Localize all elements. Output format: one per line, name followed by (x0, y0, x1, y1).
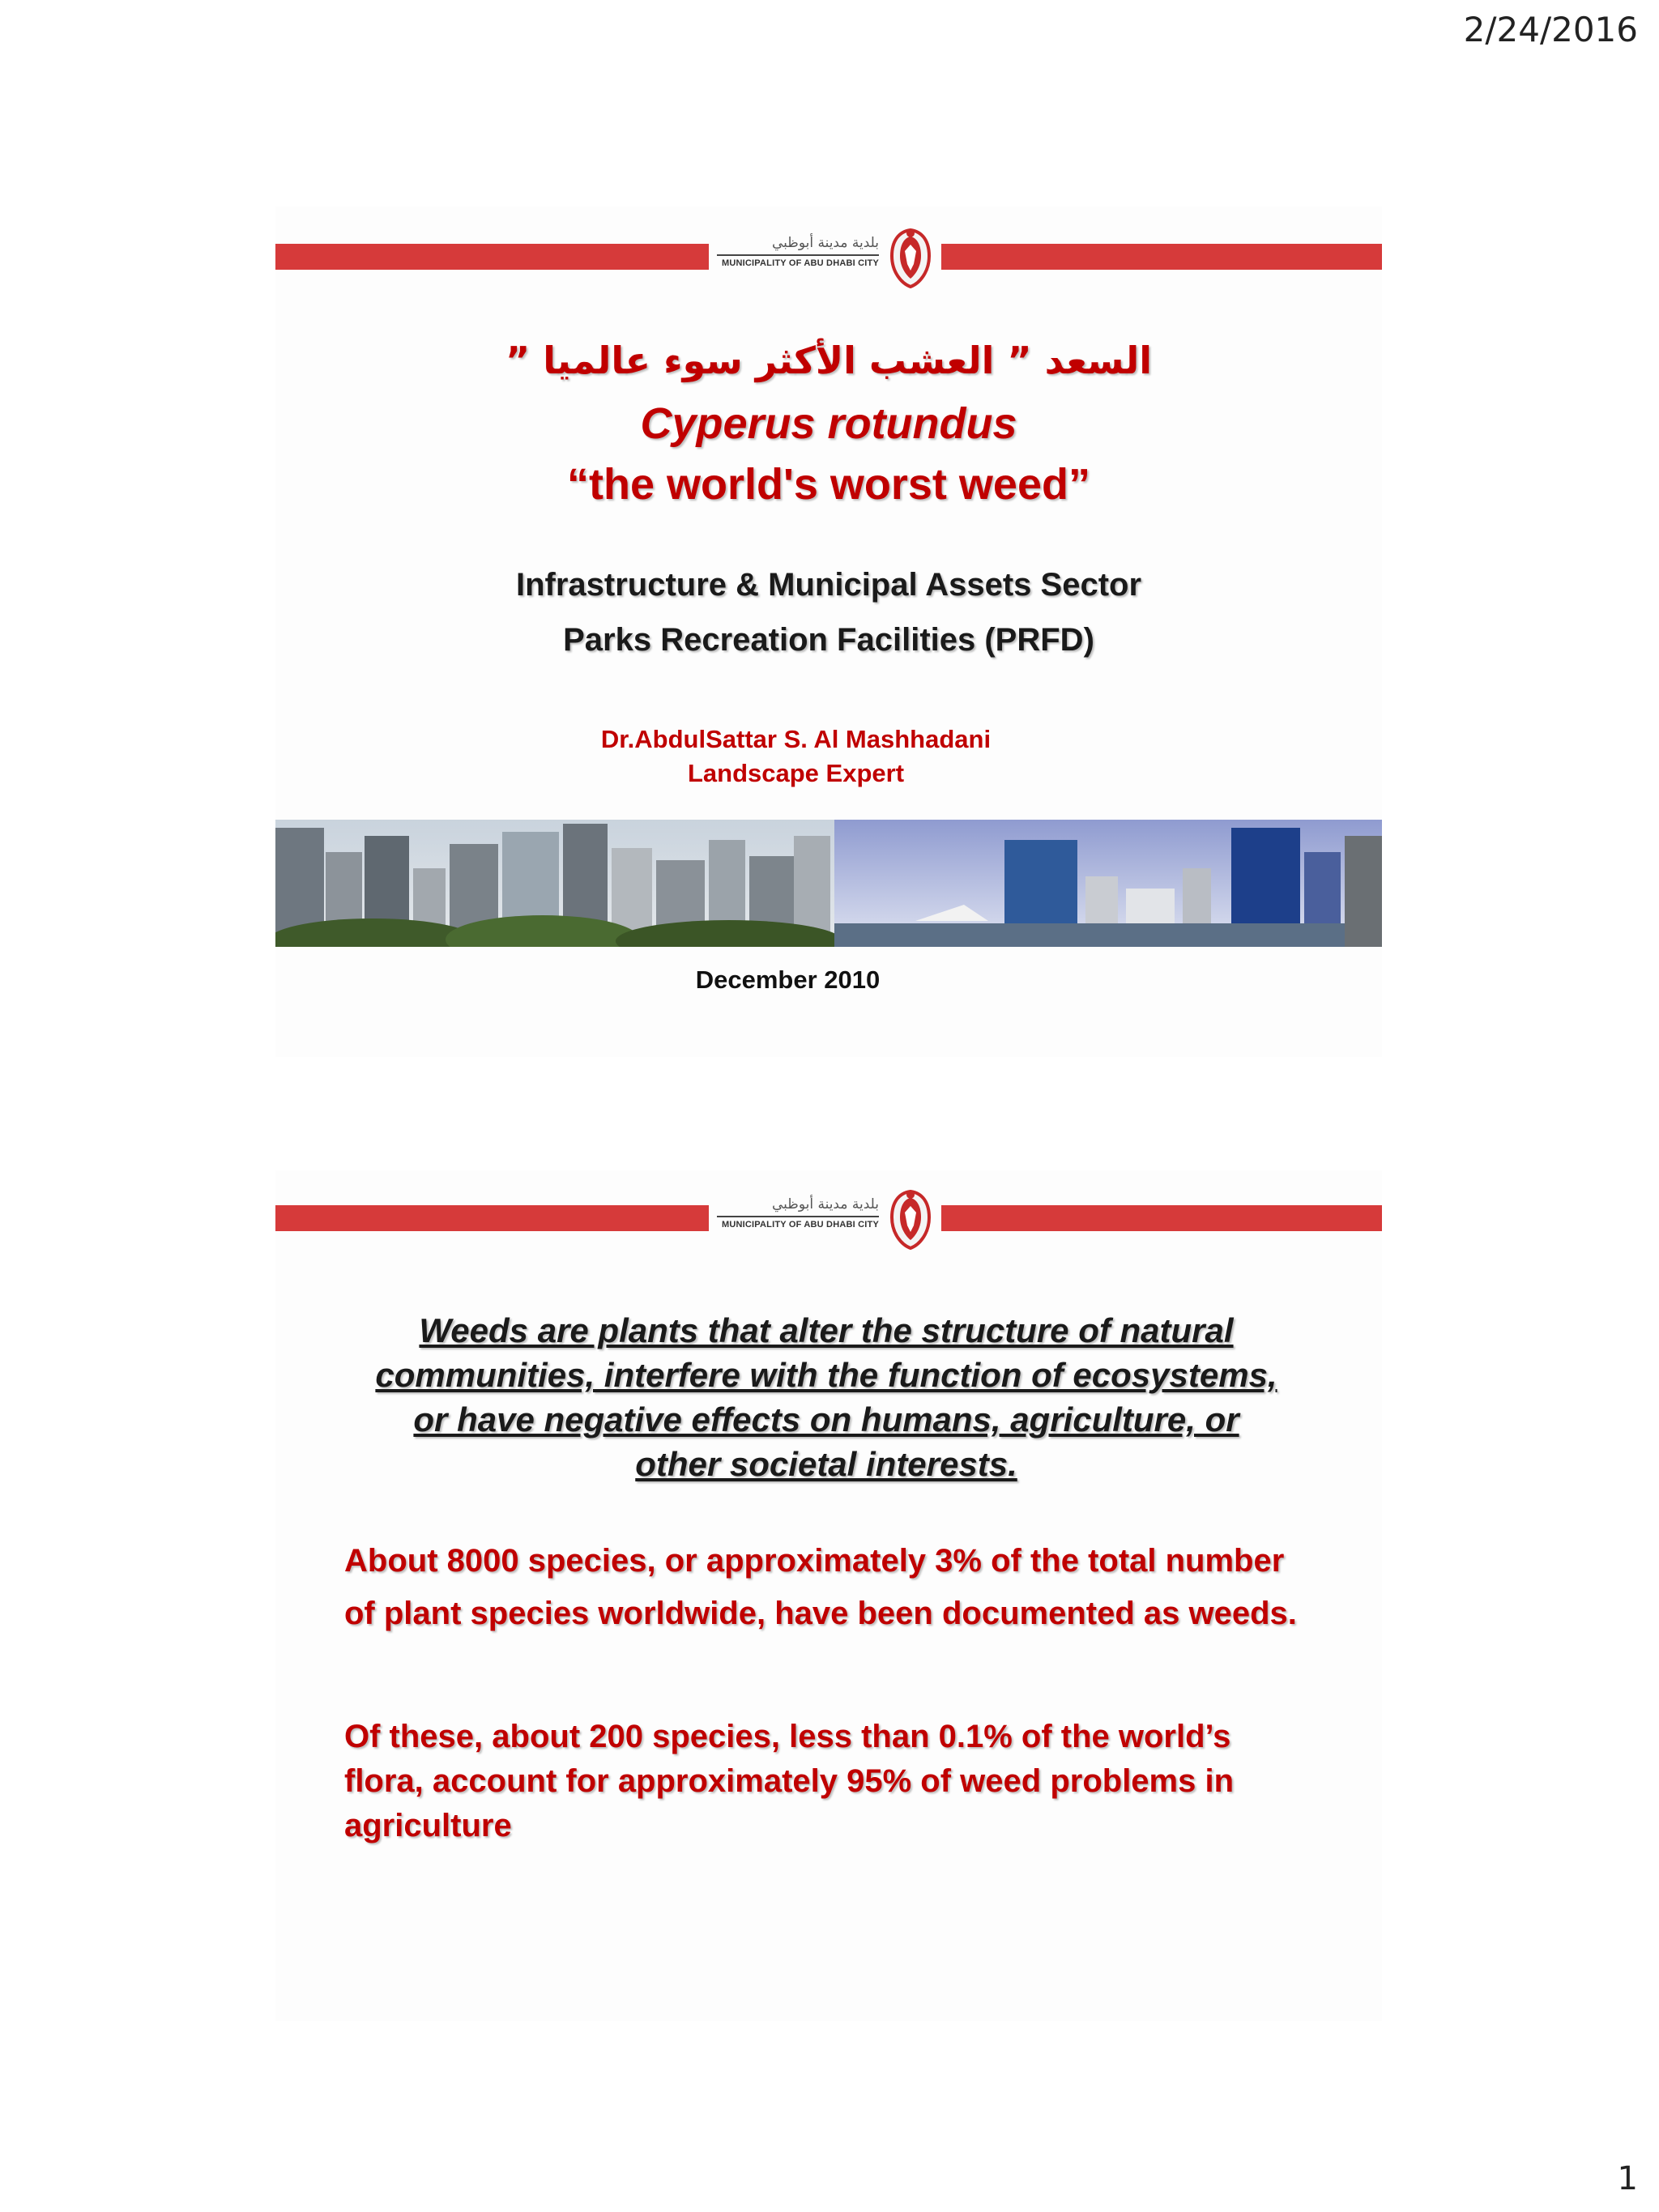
department-name: Parks Recreation Facilities (PRFD) (563, 622, 1094, 658)
falcon-emblem-icon (887, 227, 934, 288)
title-english: “the world's worst weed” (567, 460, 1090, 509)
logo-arabic-text: بلدية مدينة أبوظبي (771, 235, 879, 251)
header-band-right (941, 244, 1382, 270)
print-date: 2/24/2016 (1463, 10, 1638, 49)
weed-species-count: About 8000 species, or approximately 3% of the total number of plant species worldwide, have been documented as weeds. (344, 1543, 1297, 1631)
title-arabic: السعد ” العشب الأكثر سوء عالميا ” (505, 339, 1153, 382)
title-scientific-name: Cyperus rotundus (640, 399, 1017, 448)
city-skyline-image (275, 820, 1382, 947)
slide-title (275, 207, 1382, 1057)
sector-name: Infrastructure & Municipal Assets Sector (515, 567, 1142, 603)
presentation-date: December 2010 (695, 965, 881, 994)
logo-divider (717, 254, 879, 256)
logo-english-text: MUNICIPALITY OF ABU DHABI CITY (721, 258, 879, 268)
municipality-logo (717, 219, 936, 292)
logo-english-text: MUNICIPALITY OF ABU DHABI CITY (721, 1220, 879, 1230)
header-band-left (275, 1205, 709, 1231)
page-number: 1 (1617, 2160, 1638, 2197)
weed-definition: Weeds are plants that alter the structure of natural communities, interfere with the function of ecosystems, or have negative effects on humans, agriculture, or other societal interests. (375, 1311, 1277, 1483)
header-band-right (941, 1205, 1382, 1231)
logo-arabic-text: بلدية مدينة أبوظبي (771, 1196, 879, 1213)
municipality-logo (717, 1180, 936, 1253)
author-role: Landscape Expert (687, 759, 905, 787)
header-band-left (275, 244, 709, 270)
slide-weeds-definition (275, 1170, 1382, 2021)
weed-problem-share: Of these, about 200 species, less than 0.1% of the world’s flora, account for approximately 95% of weed problems in agriculture (344, 1719, 1235, 1843)
author-name: Dr.AbdulSattar S. Al Mashhadani (600, 725, 992, 753)
falcon-emblem-icon (887, 1188, 934, 1250)
logo-divider (717, 1216, 879, 1217)
